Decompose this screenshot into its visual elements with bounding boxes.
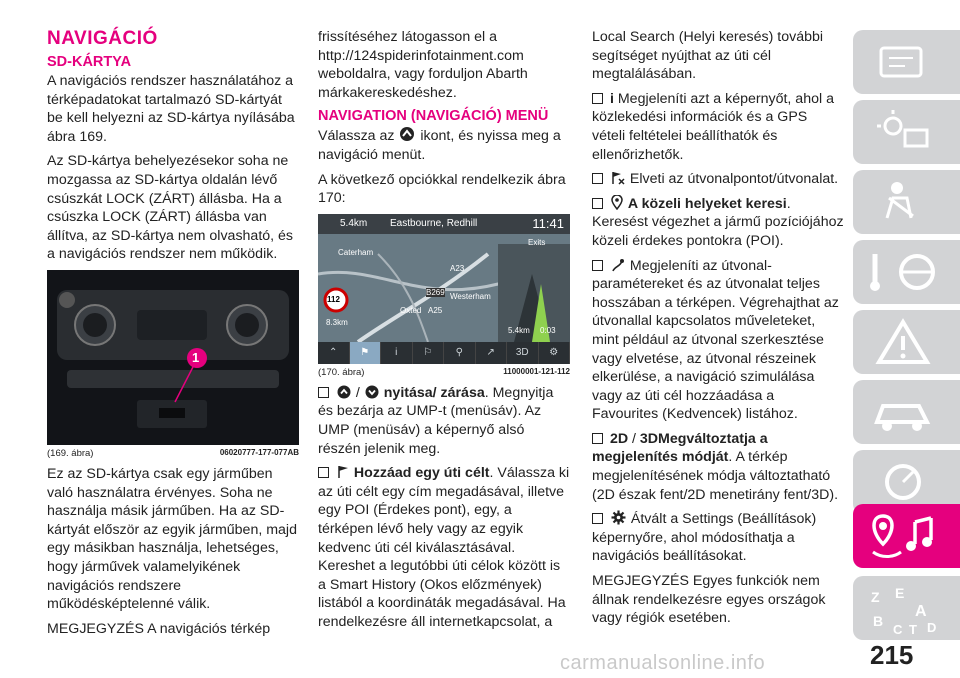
note: MEGJEGYZÉS Egyes funkciók nem állnak rendelkezésre egyes országok vagy régiók esetében. <box>592 573 826 627</box>
place-label: Caterham <box>338 247 374 257</box>
navigation-icon <box>399 126 415 142</box>
figure-code: 06020777-177-077AB <box>219 447 299 457</box>
steering-wheel-icon <box>853 240 960 304</box>
chevron-down-icon <box>365 385 379 399</box>
figure-code: 11000001-121-112 <box>503 366 570 376</box>
checkbox-icon <box>592 260 603 271</box>
light-icon <box>853 100 960 164</box>
paragraph: A következő opciókkal rendelkezik ábra 170: <box>318 171 566 207</box>
next-turn-distance: 5.4km <box>340 217 368 229</box>
checkbox-icon <box>592 513 603 524</box>
seatbelt-icon <box>853 170 960 234</box>
speed-limit: 112 <box>327 294 340 304</box>
list-item: Elveti az útvonalpontot/útvonalat. <box>592 170 844 189</box>
figure-caption-170 <box>318 367 570 378</box>
cancel-flag-icon <box>611 171 625 185</box>
figure-caption: (169. ábra) <box>47 447 94 459</box>
paragraph: Az SD-kártya behelyezésekor soha ne mozgassa az SD-kártya oldalán lévő csúszkát LOCK (ZÁRT) állásba. Ha a csúszka LOCK (ZÁRT) állásba van állítva, az SD-kártya nem olvasható, és a navigációs rendszer nem működik. <box>47 153 294 263</box>
checkbox-icon <box>592 93 603 104</box>
warning-icon <box>853 310 960 374</box>
paragraph: Válassza az ikont, és nyissa meg a navigáció menüt. <box>318 128 561 163</box>
tab-dashboard[interactable] <box>853 30 960 94</box>
svg-text:B: B <box>873 613 884 629</box>
view-mode-button[interactable]: 3D <box>507 342 539 364</box>
svg-text:A: A <box>915 603 927 620</box>
clock: 11:41 <box>532 215 564 231</box>
figure-169-photo <box>47 270 299 445</box>
dashboard-console-image <box>47 270 299 445</box>
tab-lights[interactable] <box>853 100 960 164</box>
tab-safety[interactable] <box>853 170 960 234</box>
paragraph: Ez az SD-kártya csak egy járműben való használatra érvényes. Soha ne használja másik járműben. Ha az SD-kártyát először az egyik járműben, majd egy másikban használja, lehetséges, hogy járművek valamelyikének navigációs rendszere működésképtelenné válik. <box>47 465 297 613</box>
menu-close-button[interactable]: ⌃ <box>318 342 350 364</box>
cancel-route-button[interactable]: ⚐ <box>413 342 445 364</box>
checkbox-icon <box>592 198 603 209</box>
svg-text:T: T <box>909 622 917 637</box>
road-label: A23 <box>450 263 465 273</box>
figure-170-nav-screen <box>318 214 570 364</box>
location-pin-icon <box>611 195 623 210</box>
alphabet-index-icon <box>853 576 960 640</box>
page-number: 215 <box>870 640 914 670</box>
svg-text:D: D <box>927 620 937 635</box>
checkbox-icon <box>318 467 329 478</box>
route-button[interactable]: ↗ <box>476 342 508 364</box>
column-1 <box>47 28 299 644</box>
car-service-icon <box>853 380 960 444</box>
paragraph: frissítéséhez látogasson el a http://124spiderinfotainment.com weboldalra, vagy forduljon Abarth márkakereskedéshez. <box>318 29 528 101</box>
place-label: Oxted <box>400 305 422 315</box>
list-item: Megjeleníti az útvonal-paramétereket és az útvonalat teljes hosszában a térképen. Végrehajthat az útvonallal kapcsolatos műveleteket, mint például az útvonal szerkesztése vagy elvetése, az útvonal részeinek elkerülése, a navigáció szimulálása vagy az úti cél hozzáadása a Favourites (Kedvencek) listához. <box>592 257 839 423</box>
nav-menu-bar <box>318 342 570 364</box>
svg-text:C: C <box>893 622 903 637</box>
checkbox-icon <box>592 173 603 184</box>
paragraph: MEGJEGYZÉS A navigációs térkép <box>47 620 271 637</box>
tab-warnings[interactable] <box>853 310 960 374</box>
destination-flag-icon <box>337 465 349 479</box>
subsection-title: SD-KÁRTYA <box>47 54 132 70</box>
chevron-up-icon <box>337 385 351 399</box>
gear-icon <box>611 510 626 525</box>
section-title: NAVIGÁCIÓ <box>47 28 158 49</box>
svg-text:E: E <box>895 585 905 601</box>
list-item: / nyitása/ zárása. Megnyitja és bezárja az UMP-t (menüsáv). Az UMP (menüsáv) a képernyő alsó részén jelenik meg. <box>318 384 554 457</box>
road-label: B269 <box>426 287 445 297</box>
list-item: i Megjeleníti azt a képernyőt, ahol a közlekedési információk és a GPS vételi feltételei beállíthatók és ellenőrizhetők. <box>592 90 834 163</box>
column-2 <box>318 28 570 637</box>
eta: 0:03 <box>540 325 556 335</box>
tab-index[interactable] <box>853 576 960 640</box>
road-label: A25 <box>428 305 443 315</box>
tab-driving[interactable] <box>853 240 960 304</box>
list-item: 2D / 3DMegváltoztatja a megjelenítés módját. A térkép megjelenítésének módja változtatható (2D észak fent/2D menetirány fent/3D). <box>592 430 839 503</box>
nav-top-bar <box>318 214 570 234</box>
watermark: carmanualsonline.info <box>560 652 766 674</box>
dashboard-icon <box>853 30 960 94</box>
route-icon <box>611 258 625 272</box>
remaining-distance: 8.3km <box>326 317 348 327</box>
list-item: A közeli helyeket keresi. Keresést végezhet a jármű pozíciójához közeli érdekes pontokra (POI). <box>592 195 844 249</box>
paragraph: A navigációs rendszer használatához a térképadatokat tartalmazó SD-kártyát be kell helyezni az SD-kártya nyílásába ábra 169. <box>47 73 295 145</box>
list-item: Hozzáad egy úti célt. Válassza ki az úti célt egy cím megadásával, illetve egy POI (Érdekes pont), egy, a térképen lévő hely vagy az egyik kedvenc úti cél kiválasztásával. Kereshet a legutóbbi úti célok között is a Smart History (Okos előzmények) listából a koordináták megadásával. Ha rendelkezésre áll internetkapcsolat, a <box>318 465 570 630</box>
paragraph: Local Search (Helyi keresés) további segítséget nyújthat az úti cél megtalálásában. <box>592 29 824 83</box>
exits-label: Exits <box>528 237 546 247</box>
tab-multimedia[interactable] <box>853 504 960 568</box>
column-3 <box>592 28 844 634</box>
tab-maintenance[interactable] <box>853 380 960 444</box>
checkbox-icon <box>318 387 329 398</box>
settings-button[interactable]: ⚙ <box>539 342 571 364</box>
place-label: Westerham <box>450 291 491 301</box>
info-icon: i <box>609 90 614 107</box>
poi-button[interactable]: ⚲ <box>444 342 476 364</box>
subsection-title: NAVIGATION (NAVIGÁCIÓ) MENÜ <box>318 108 549 125</box>
info-button[interactable]: i <box>381 342 413 364</box>
figure-callout: 1 <box>192 349 200 365</box>
street-name: Eastbourne, Redhill <box>390 217 478 229</box>
figure-caption: (170. ábra) <box>318 366 365 378</box>
list-item: Átvált a Settings (Beállítások) képernyőre, ahol módosíthatja a navigációs beállításokat. <box>592 511 817 565</box>
svg-text:Z: Z <box>871 589 880 605</box>
checkbox-icon <box>592 433 603 444</box>
multimedia-icon <box>853 504 960 568</box>
destination-button[interactable]: ⚑ <box>350 342 382 364</box>
remaining-distance-2: 5.4km <box>508 325 530 335</box>
figure-caption-169 <box>47 448 299 459</box>
